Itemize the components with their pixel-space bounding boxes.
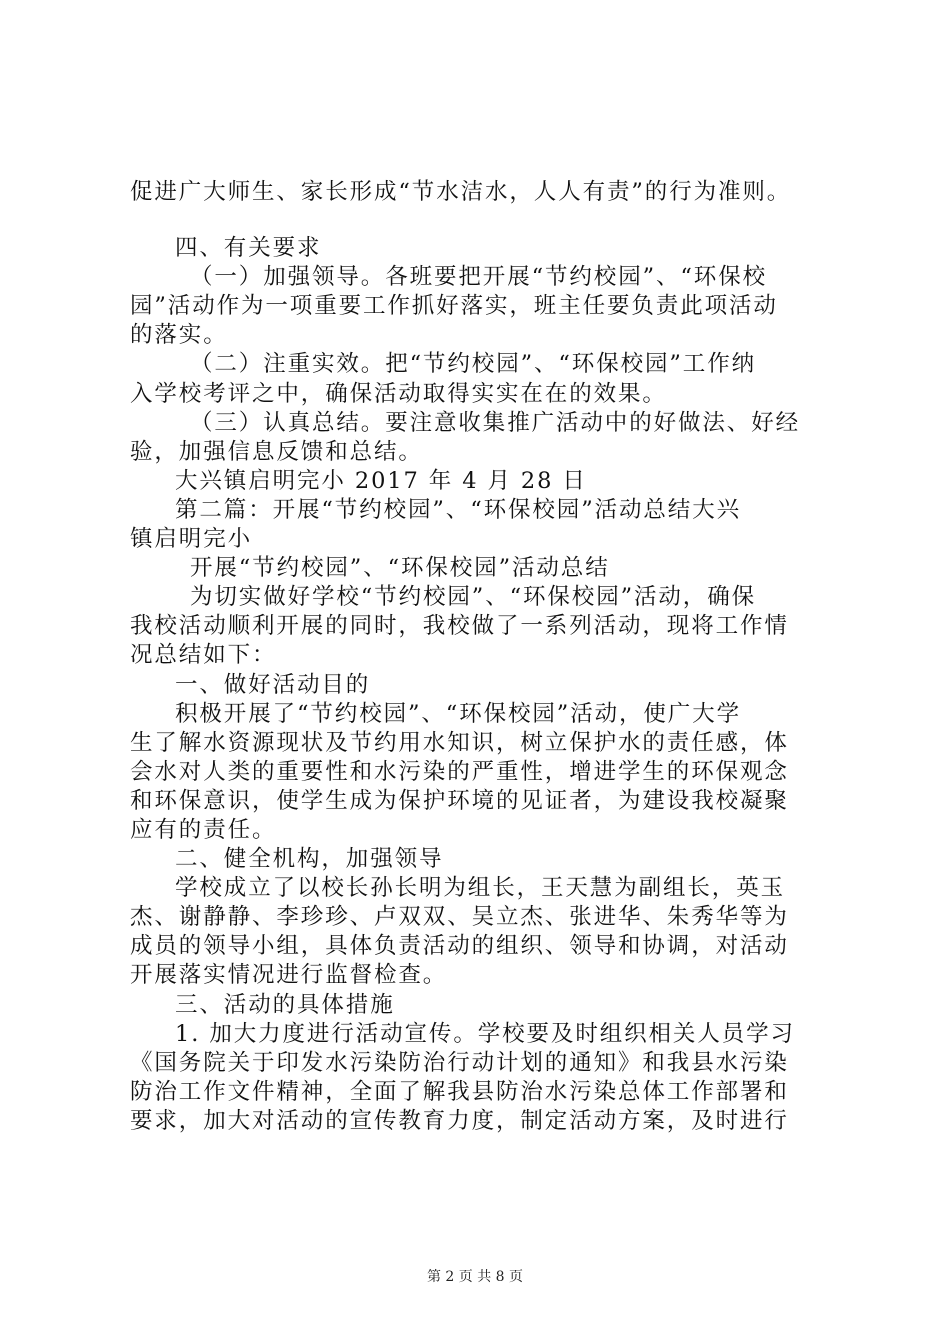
paragraph-line: 为切实做好学校“节约校园”、“环保校园”活动，确保: [190, 584, 757, 611]
paragraph-line: 防治工作文件精神，全面了解我县防治水污染总体工作部署和: [130, 1078, 789, 1105]
section-heading: 二、健全机构，加强领导: [175, 846, 444, 873]
page-number-footer: 第 2 页 共 8 页: [426, 1269, 524, 1285]
paragraph-line: 积极开展了“节约校园”、“环保校园”活动，使广大学: [175, 700, 742, 727]
section-heading: 三、活动的具体措施: [175, 991, 395, 1018]
paragraph-line: 1. 加大力度进行活动宣传。学校要及时组织相关人员学习: [175, 1020, 795, 1047]
paragraph-line: 应有的责任。: [130, 816, 277, 843]
paragraph-line: 会水对人类的重要性和水污染的严重性，增进学生的环保观念: [130, 758, 789, 785]
paragraph-line: 验，加强信息反馈和总结。: [130, 438, 423, 465]
paragraph-line: 我校活动顺利开展的同时，我校做了一系列活动，现将工作情: [130, 613, 789, 640]
paragraph-line: 园”活动作为一项重要工作抓好落实，班主任要负责此项活动: [130, 293, 778, 320]
document-body: [130, 178, 830, 1136]
chapter-title: 第二篇：开展“节约校园”、“环保校园”活动总结大兴: [175, 496, 742, 523]
document-subtitle: 开展“节约校园”、“环保校园”活动总结: [190, 555, 610, 582]
paragraph-line: （三）认真总结。要注意收集推广活动中的好做法、好经: [190, 409, 801, 436]
paragraph-line: 促进广大师生、家长形成“节水洁水，人人有责”的行为准则。: [130, 179, 792, 205]
chapter-title: 镇启明完小: [130, 526, 253, 553]
section-heading: 四、有关要求: [175, 235, 322, 262]
paragraph-line: 的落实。: [130, 322, 228, 349]
paragraph-line: 开展落实情况进行监督检查。: [130, 962, 448, 989]
signature-date: 大兴镇启明完小 2017 年 4 月 28 日: [175, 467, 587, 494]
paragraph-gap: [130, 207, 830, 234]
paragraph-line: （一）加强领导。各班要把开展“节约校园”、“环保校: [190, 264, 768, 291]
paragraph-line: 学校成立了以校长孙长明为组长，王天慧为副组长，英玉: [175, 875, 786, 902]
paragraph-line: （二）注重实效。把“节约校园”、“环保校园”工作纳: [190, 351, 757, 378]
paragraph-line: 成员的领导小组，具体负责活动的组织、领导和协调，对活动: [130, 933, 789, 960]
paragraph-line: 入学校考评之中，确保活动取得实实在在的效果。: [130, 380, 667, 407]
section-heading: 一、做好活动目的: [175, 671, 371, 698]
paragraph-line: 要求，加大对活动的宣传教育力度，制定活动方案，及时进行: [130, 1107, 789, 1134]
paragraph-line: 况总结如下：: [130, 642, 277, 669]
paragraph-line: 《国务院关于印发水污染防治行动计划的通知》和我县水污染: [130, 1049, 789, 1076]
paragraph-line: 和环保意识，使学生成为保护环境的见证者，为建设我校凝聚: [130, 787, 789, 814]
paragraph-line: 杰、谢静静、李珍珍、卢双双、吴立杰、张进华、朱秀华等为: [130, 904, 789, 931]
paragraph-line: 生了解水资源现状及节约用水知识，树立保护水的责任感，体: [130, 729, 789, 756]
